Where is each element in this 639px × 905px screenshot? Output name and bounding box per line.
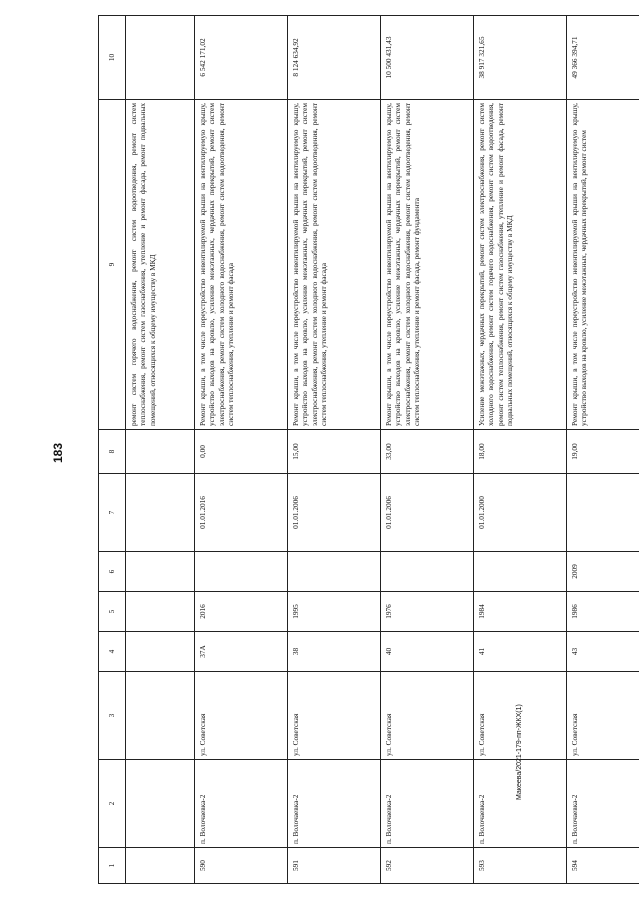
settlement-cell: п. Волочаевка-2 <box>195 760 288 848</box>
wear-cell: 0,00 <box>195 430 288 474</box>
wear-cell: 15,00 <box>288 430 381 474</box>
column-header-3: 3 <box>99 672 126 760</box>
settlement-cell: п. Волочаевка-2 <box>567 760 639 848</box>
table-row <box>381 16 474 884</box>
date-cell: 01.01.2016 <box>195 474 288 552</box>
year-built-cell: 1976 <box>381 592 474 632</box>
settlement-cell: п. Волочаевка-2 <box>474 760 567 848</box>
year-reconstruction-cell <box>195 552 288 592</box>
year-built-cell: 1984 <box>474 592 567 632</box>
column-header-1: 1 <box>99 848 126 884</box>
document-code: Макеева/2021-179-пп-ЖКХ(1) <box>516 704 523 800</box>
column-header-6: 6 <box>99 552 126 592</box>
date-cell: 01.01.2006 <box>288 474 381 552</box>
column-header-5: 5 <box>99 592 126 632</box>
street-cell: ул. Советская <box>381 672 474 760</box>
table-row <box>567 16 639 884</box>
table-row <box>474 16 567 884</box>
works-cell: Ремонт крыши, в том числе переустройство невентилируемой крыши на вентилируемую крышу, устройство выходов на кровлю, усиление межэтажных, чердачных перекрытий, ремонт систем электроснабжения, ремонт систем холодного водоснабжения, ремонт систем водоотведения, ремонт систем теплоснабжения, утепление и ремонт фасада <box>195 100 288 430</box>
house-number-cell: 38 <box>288 632 381 672</box>
settlement-cell: п. Волочаевка-2 <box>288 760 381 848</box>
row-number: 590 <box>195 848 288 884</box>
wear-cell: 18,00 <box>474 430 567 474</box>
row-number: 593 <box>474 848 567 884</box>
house-number-cell: 40 <box>381 632 474 672</box>
cost-cell: 10 500 431,43 <box>381 16 474 100</box>
house-number-cell: 43 <box>567 632 639 672</box>
street-cell: ул. Советская <box>567 672 639 760</box>
year-built-cell: 2016 <box>195 592 288 632</box>
works-cell: Ремонт крыши, в том числе переустройство невентилируемой крыши на вентилируемую крышу, устройство выходов на кровлю, усиление межэтажных, чердачных перекрытий, ремонт систем <box>567 100 639 430</box>
works-cell: Ремонт крыши, в том числе переустройство невентилируемой крыши на вентилируемую крышу, устройство выходов на кровлю, усиление межэтажных, чердачных перекрытий, ремонт систем электроснабжения, ремонт систем холодного водоснабжения, ремонт систем водоотведения, ремонт систем теплоснабжения, утепление и ремонт фасада <box>288 100 381 430</box>
row-number: 594 <box>567 848 639 884</box>
year-built-cell: 1995 <box>288 592 381 632</box>
column-header-2: 2 <box>99 760 126 848</box>
cost-cell: 38 917 321,65 <box>474 16 567 100</box>
house-number-cell: 37А <box>195 632 288 672</box>
house-number-cell: 41 <box>474 632 567 672</box>
street-cell: ул. Советская <box>195 672 288 760</box>
column-header-10: 10 <box>99 16 126 100</box>
wear-cell: 33,00 <box>381 430 474 474</box>
street-cell: ул. Советская <box>474 672 567 760</box>
row-number: 591 <box>288 848 381 884</box>
table-row <box>195 16 288 884</box>
column-header-7: 7 <box>99 474 126 552</box>
year-reconstruction-cell <box>288 552 381 592</box>
date-cell <box>567 474 639 552</box>
column-header-8: 8 <box>99 430 126 474</box>
continuation-row <box>126 16 195 884</box>
column-header-9: 9 <box>99 100 126 430</box>
date-cell: 01.01.2006 <box>381 474 474 552</box>
year-built-cell: 1986 <box>567 592 639 632</box>
street-cell: ул. Советская <box>288 672 381 760</box>
wear-cell: 19,00 <box>567 430 639 474</box>
header-row <box>99 16 126 884</box>
works-cell: Усиление межэтажных, чердачных перекрытий, ремонт систем электроснабжения, ремонт систем холодного водоснабжения, ремонт систем горячего водоснабжения, ремонт систем водоотведения, ремонт систем теплоснабжения, ремонт систем газоснабжения, утепление и ремонт фасада, ремонт подвальных помещений, относящихся к общему имуществу в МКД <box>474 100 567 430</box>
year-reconstruction-cell <box>381 552 474 592</box>
cost-cell: 49 366 394,71 <box>567 16 639 100</box>
page-number: 183 <box>51 442 65 463</box>
cost-cell: 8 124 634,92 <box>288 16 381 100</box>
rotated-table-container <box>98 16 589 884</box>
housing-repair-table <box>98 15 639 884</box>
column-header-4: 4 <box>99 632 126 672</box>
settlement-cell: п. Волочаевка-2 <box>381 760 474 848</box>
year-reconstruction-cell <box>474 552 567 592</box>
table-row <box>288 16 381 884</box>
continuation-works-cell: ремонт систем горячего водоснабжения, ремонт систем водоотведения, ремонт систем теплоснабжения, ремонт систем газоснабжения, утепление и ремонт фасада, ремонт подвальных помещений, относящихся к общему имуществу в МКД <box>126 100 195 430</box>
date-cell: 01.01.2000 <box>474 474 567 552</box>
year-reconstruction-cell: 2009 <box>567 552 639 592</box>
row-number: 592 <box>381 848 474 884</box>
works-cell: Ремонт крыши, в том числе переустройство невентилируемой крыши на вентилируемую крышу, устройство выходов на кровлю, усиление межэтажных, чердачных перекрытий, ремонт систем электроснабжения, ремонт систем холодного водоснабжения, ремонт систем водоотведения, ремонт систем теплоснабжения, утепление и ремонт фасада, ремонт фундамента <box>381 100 474 430</box>
cost-cell: 6 542 171,02 <box>195 16 288 100</box>
